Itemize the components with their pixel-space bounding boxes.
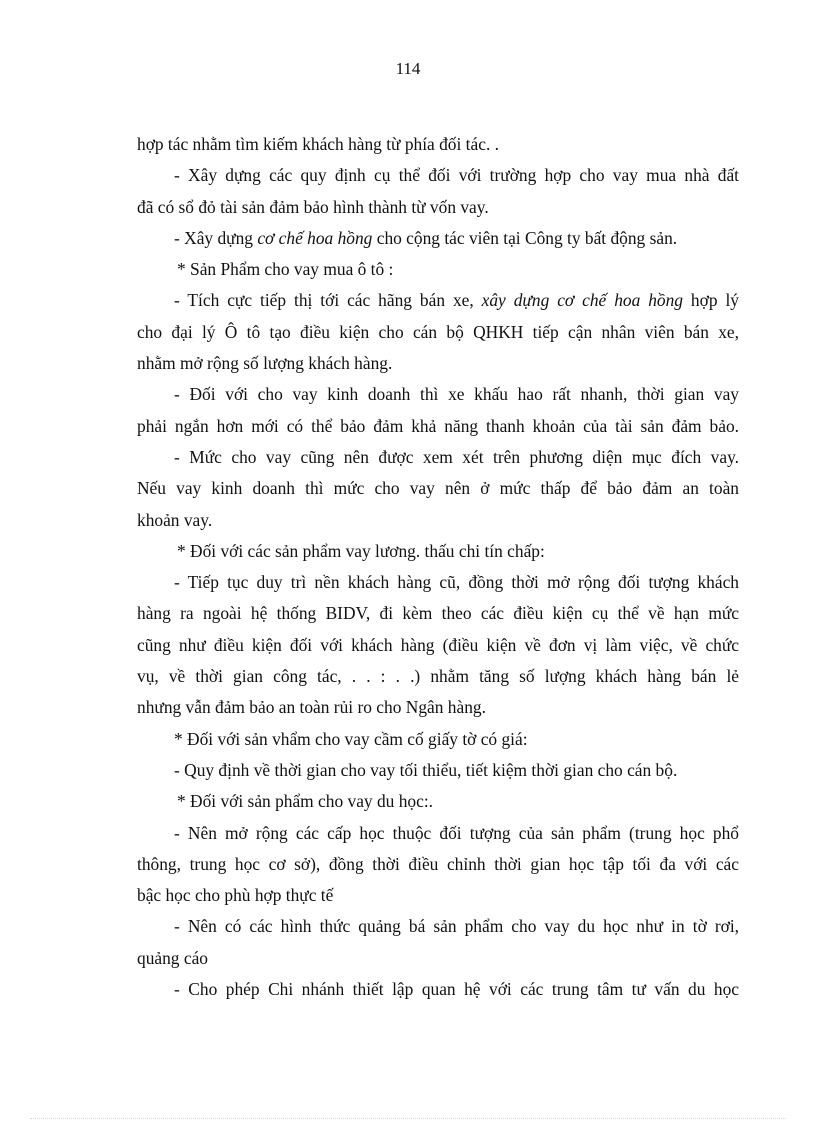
text-line: - Mức cho vay cũng nên được xem xét trên phương diện mục đích vay.	[174, 446, 739, 467]
text-line: khoản vay.	[137, 509, 213, 530]
text-line: thông, trung học cơ sở), đồng thời điều chỉnh thời gian học tập tối đa với các	[137, 853, 739, 874]
text-line: - Nên mở rộng các cấp học thuộc đối tượng của sản phẩm (trung học phổ	[174, 822, 739, 843]
text-line: hàng ra ngoài hệ thống BIDV, đi kèm theo các điều kiện cụ thể về hạn mức	[137, 603, 739, 624]
text-run: - Tích cực tiếp thị tới các hãng bán xe,	[174, 290, 482, 311]
page-bottom-divider	[30, 1118, 786, 1119]
text-run: hợp lý	[683, 290, 739, 311]
text-run: cho cộng tác viên tại Công ty bất động sản.	[372, 227, 678, 248]
section-heading: * Sản Phẩm cho vay mua ô tô :	[177, 259, 394, 280]
text-line	[137, 285, 739, 316]
section-heading: * Đối với sản phẩm cho vay du học:.	[177, 791, 434, 812]
emphasis-text: cơ chế hoa hồng	[257, 227, 373, 248]
page-number: 114	[395, 59, 421, 78]
text-line: - Xây dựng các quy định cụ thể đối với trường hợp cho vay mua nhà đất	[174, 165, 739, 186]
text-line: phải ngắn hơn mới có thể bảo đảm khả năng thanh khoản của tài sản đảm bảo.	[137, 415, 739, 436]
text-line: - Nên có các hình thức quảng bá sản phẩm cho vay du học như in tờ rơi,	[174, 916, 739, 937]
text-line	[137, 223, 739, 254]
text-line: nhằm mở rộng số lượng khách hàng.	[137, 353, 393, 374]
emphasis-text: xây dựng cơ chế hoa hồng	[481, 290, 683, 311]
text-line: cũng như điều kiện đối với khách hàng (điều kiện về đơn vị làm việc, về chức	[137, 634, 739, 655]
text-line: - Đối với cho vay kinh doanh thì xe khấu hao rất nhanh, thời gian vay	[174, 384, 739, 405]
section-heading: * Đối với sản vhẩm cho vay cầm cố giấy tờ có giá:	[174, 728, 528, 749]
text-line: - Cho phép Chi nhánh thiết lập quan hệ với các trung tâm tư vấn du học	[174, 979, 739, 1000]
text-line: quảng cáo	[137, 947, 208, 968]
text-line: - Tiếp tục duy trì nền khách hàng cũ, đồng thời mở rộng đối tượng khách	[174, 572, 739, 593]
document-body	[137, 129, 739, 1005]
text-line: - Quy định về thời gian cho vay tối thiểu, tiết kiệm thời gian cho cán bộ.	[174, 759, 678, 780]
text-run: - Xây dựng	[174, 227, 258, 248]
text-line: nhưng vẫn đảm bảo an toàn rủi ro cho Ngân hàng.	[137, 697, 486, 718]
text-line: vụ, về thời gian công tác, . . : . .) nhằm tăng số lượng khách hàng bán lẻ	[137, 666, 739, 687]
text-line: Nếu vay kinh doanh thì mức cho vay nên ở mức thấp để bảo đảm an toàn	[137, 478, 739, 499]
text-line: bậc học cho phù hợp thực tế	[137, 885, 334, 906]
section-heading: * Đối với các sản phẩm vay lương. thấu chi tín chấp:	[177, 540, 545, 561]
text-line: cho đại lý Ô tô tạo điều kiện cho cán bộ QHKH tiếp cận nhân viên bán xe,	[137, 321, 739, 342]
text-line: đã có sổ đỏ tài sản đảm bảo hình thành từ vốn vay.	[137, 196, 489, 217]
text-line: hợp tác nhằm tìm kiếm khách hàng từ phía đối tác. .	[137, 134, 499, 154]
